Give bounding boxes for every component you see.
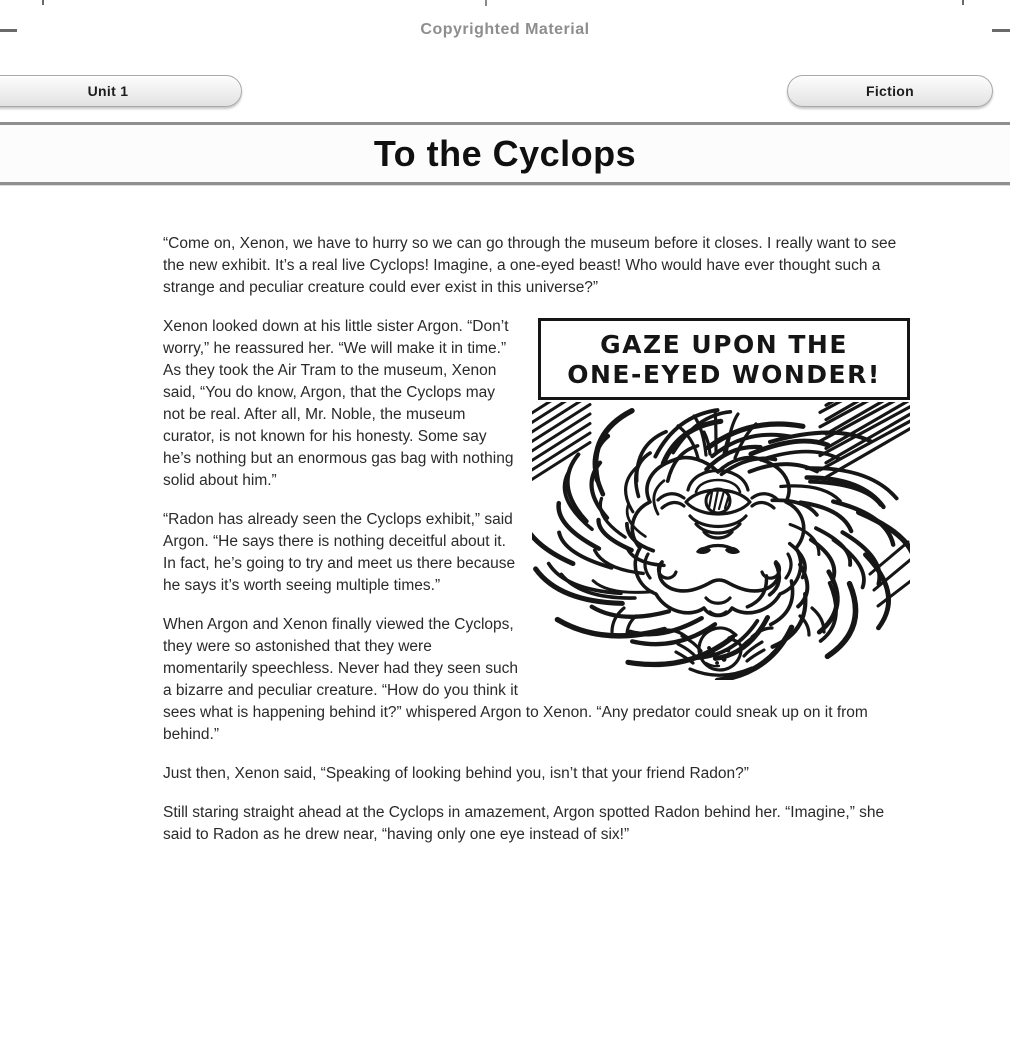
exhibit-sign-line-1: GAZE UPON THE: [600, 330, 848, 359]
crop-mark-top-left: [42, 0, 44, 5]
title-rule-bottom: [0, 182, 1010, 185]
illustration-figure: [532, 318, 910, 680]
title-band: [0, 122, 1010, 185]
story-text: [163, 233, 910, 863]
exhibit-sign-line-2: ONE-EYED WONDER!: [567, 360, 881, 389]
exhibit-sign: [538, 318, 910, 400]
unit-tab[interactable]: [0, 75, 242, 107]
story-paragraph: Just then, Xenon said, “Speaking of looking behind you, isn’t that your friend Radon?”: [163, 765, 749, 782]
crop-mark-top-right: [962, 0, 964, 5]
fiction-tab-label: Fiction: [866, 83, 914, 99]
story-paragraph: “Radon has already seen the Cyclops exhibit,” said Argon. “He says there is nothing deceitful about it. In fact, he’s going to try and meet us there because he says it’s worth seeing multiple times.”: [163, 511, 516, 594]
story-paragraph: Xenon looked down at his little sister Argon. “Don’t worry,” he reassured her. “We will make it in time.” As they took the Air Tram to the museum, Xenon said, “You do know, Argon, that the Cyclops may not be real. After all, Mr. Noble, the museum curator, is not known for his honesty. Some say he’s nothing but an enormous gas bag with nothing solid about him.”: [163, 318, 514, 489]
fiction-tab[interactable]: [787, 75, 993, 107]
copyright-material-label: Copyrighted Material: [420, 21, 590, 38]
page-title: To the Cyclops: [373, 132, 637, 174]
cyclops-creature-illustration: [532, 402, 910, 680]
story-paragraph: “Come on, Xenon, we have to hurry so we can go through the museum before it closes. I really want to see the new exhibit. It’s a real live Cyclops! Imagine, a one-eyed beast! Who would have ever thought such a strange and peculiar creature could ever exist in this universe?”: [163, 235, 897, 296]
story-paragraph: Still staring straight ahead at the Cyclops in amazement, Argon spotted Radon behind her. “Imagine,” she said to Radon as he drew near, “having only one eye instead of six!”: [163, 804, 885, 843]
story-paragraph: When Argon and Xenon finally viewed the Cyclops, they were so astonished that they were momentarily speechless. Never had they seen such a bizarre and peculiar creature. “How do you think it sees what is happening behind it?” whispered Argon to Xenon. “Any predator could sneak up on it from behind.”: [163, 616, 868, 743]
unit-tab-label: Unit 1: [87, 83, 129, 99]
crop-mark-top-center: [485, 0, 487, 6]
